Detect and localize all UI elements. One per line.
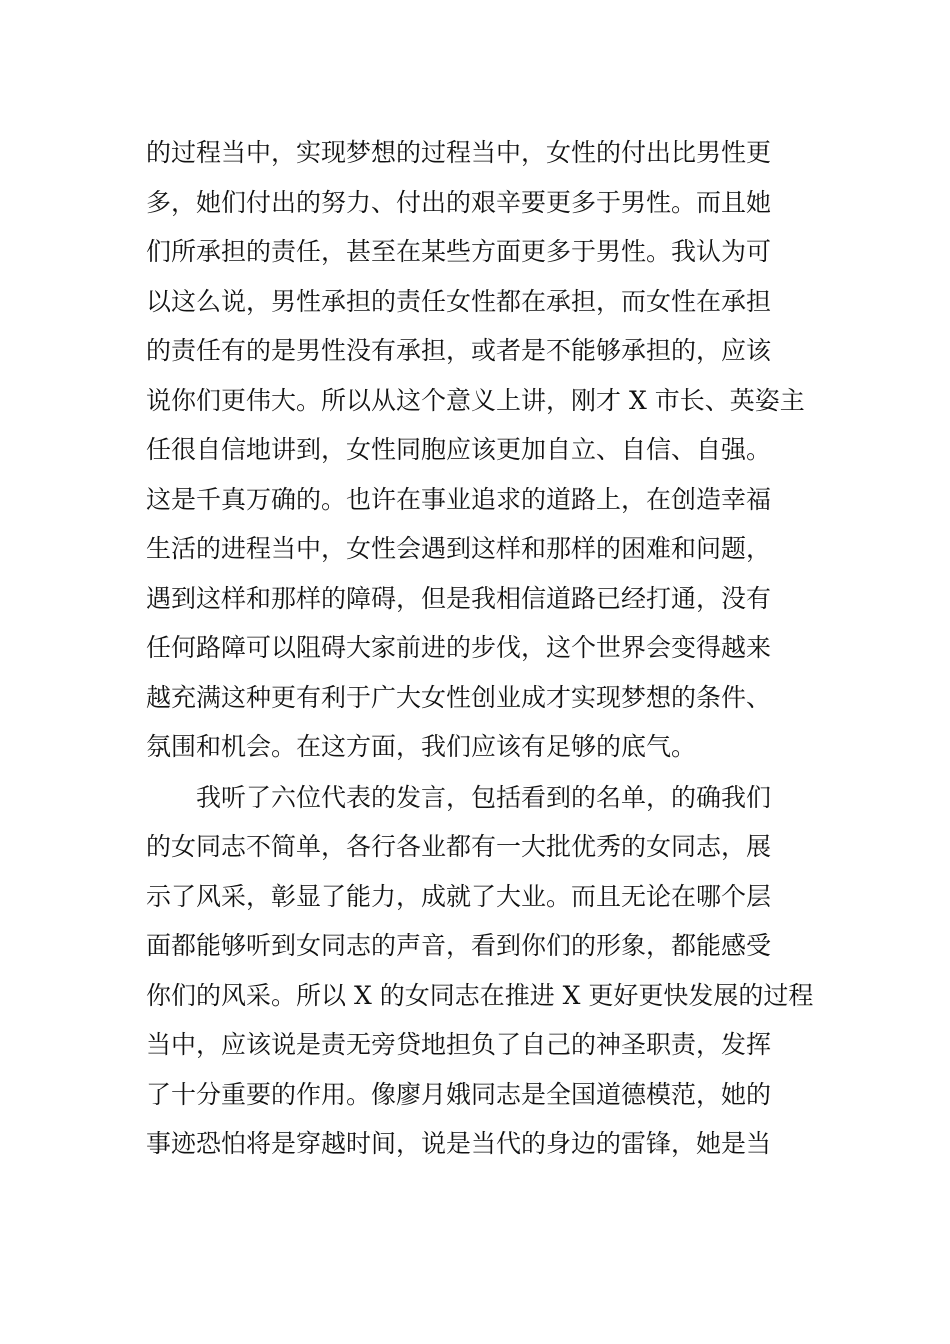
text-line: 的过程当中，实现梦想的过程当中，女性的付出比男性更 xyxy=(146,138,772,167)
text-line: 遇到这样和那样的障碍，但是我相信道路已经打通，没有 xyxy=(146,583,772,613)
text-line: 们所承担的责任，甚至在某些方面更多于男性。我认为可 xyxy=(146,237,772,266)
text-line: 生活的进程当中，女性会遇到这样和那样的困难和问题， xyxy=(146,534,772,563)
text-line: 当中，应该说是责无旁贷地担负了自己的神圣职责，发挥 xyxy=(146,1030,772,1059)
paragraph-1 xyxy=(146,128,816,772)
text-line: 的责任有的是男性没有承担，或者是不能够承担的，应该 xyxy=(146,336,772,365)
text-line: 了十分重要的作用。像廖月娥同志是全国道德模范，她的 xyxy=(146,1079,772,1109)
paragraph-2 xyxy=(146,773,816,1169)
text-line: 任何路障可以阻碍大家前进的步伐，这个世界会变得越来 xyxy=(146,633,772,662)
text-line: 这是千真万确的。也许在事业追求的道路上，在创造幸福 xyxy=(146,484,772,514)
text-line: 说你们更伟大。所以从这个意义上讲，刚才 X 市长、英姿主 xyxy=(146,385,805,415)
text-line: 任很自信地讲到，女性同胞应该更加自立、自信、自强。 xyxy=(146,435,772,464)
text-line: 氛围和机会。在这方面，我们应该有足够的底气。 xyxy=(146,732,697,761)
text-line: 示了风采，彰显了能力，成就了大业。而且无论在哪个层 xyxy=(146,881,772,911)
text-line: 越充满这种更有利于广大女性创业成才实现梦想的条件、 xyxy=(146,682,772,712)
text-line: 你们的风采。所以 X 的女同志在推进 X 更好更快发展的过程 xyxy=(146,980,814,1010)
text-line: 我听了六位代表的发言，包括看到的名单，的确我们 xyxy=(196,782,772,812)
text-line: 以这么说，男性承担的责任女性都在承担，而女性在承担 xyxy=(146,286,772,316)
text-line: 事迹恐怕将是穿越时间，说是当代的身边的雷锋，她是当 xyxy=(146,1129,772,1158)
body-text xyxy=(146,128,816,1169)
text-line: 多，她们付出的努力、付出的艰辛要更多于男性。而且她 xyxy=(146,187,772,217)
text-line: 的女同志不简单，各行各业都有一大批优秀的女同志，展 xyxy=(146,832,772,861)
text-line: 面都能够听到女同志的声音，看到你们的形象，都能感受 xyxy=(146,931,772,960)
